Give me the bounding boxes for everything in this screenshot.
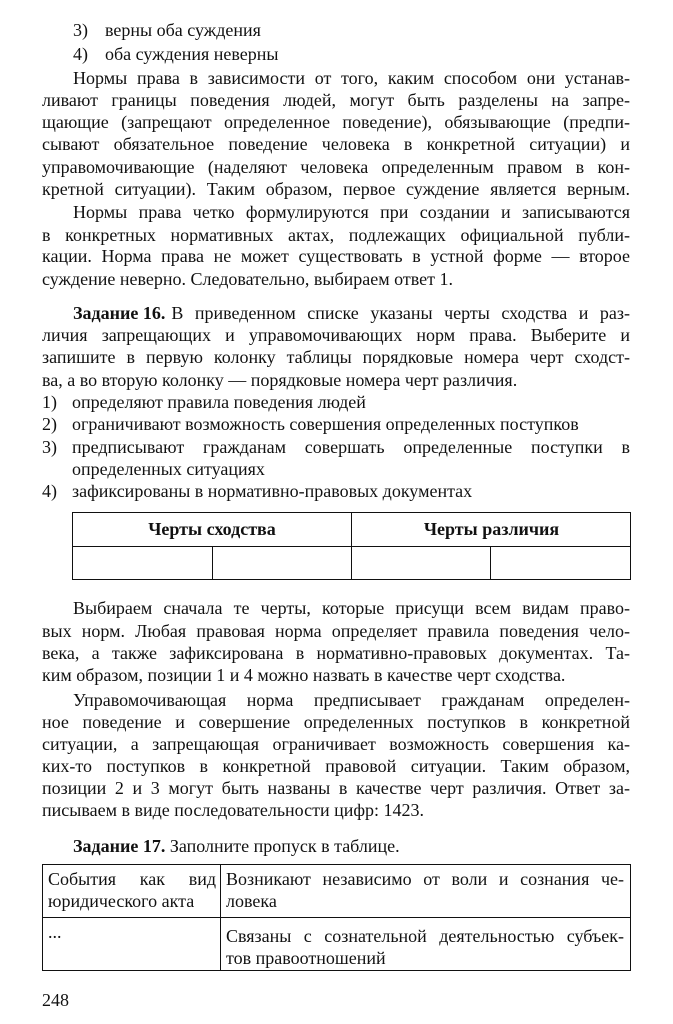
answer-cell[interactable] [213,547,351,579]
list-number: 1) [42,392,57,412]
task-line: личия запрещающих и управомочивающих норм права. Выберите и [42,325,630,345]
list-item: предписывают гражданам совершать определенные поступки в [72,437,630,457]
paragraph-line: века, а также зафиксирована в нормативно-правовых документах. Та- [42,643,630,663]
option-text: верны оба суждения [105,20,261,40]
page-number: 248 [42,990,69,1010]
paragraph-line: ливают границы поведения людей, могут быть разделены на запре- [42,90,630,110]
paragraph-line: Нормы права четко формулируются при создании и записываются [73,202,630,222]
table-header-differences: Черты различия [423,519,560,539]
table-cell-left: юридического акта [48,891,195,911]
paragraph-line: щающие (запрещают определенное поведение), обязывающие (предпи- [42,112,630,132]
paragraph-line: писываем в виде последовательности цифр: 1423. [42,800,425,820]
task-label: Задание 17. [73,836,166,856]
answer-cell[interactable] [491,547,630,579]
task-label: Задание 16. [73,303,166,323]
paragraph-line: ким образом, позиции 1 и 4 можно назвать в качестве черт сходства. [42,665,566,685]
option-text: оба суждения неверны [105,44,279,64]
paragraph-line: ситуации, а запрещающая ограничивает возможность совершения ка- [42,734,630,754]
paragraph-line: в конкретных нормативных актах, подлежащих официальной публи- [42,225,630,245]
list-item: ограничивают возможность совершения определенных поступков [72,414,579,434]
task-line: ва, а во вторую колонку — порядковые номера черт различия. [42,370,518,390]
paragraph-line: сывают обязательное поведение человека в конкретной ситуации) и [42,134,630,154]
table-cell-right: Возникают независимо от воли и сознания че- [226,869,624,889]
list-item: зафиксированы в нормативно-правовых документах [72,481,473,501]
paragraph-line: Управомочивающая норма предписывает гражданам определен- [73,690,630,710]
list-number: 4) [42,481,57,501]
task-17-heading [73,835,400,857]
table-cell-right: ловека [226,891,277,911]
table-cell-left: События как вид [48,869,216,889]
answer-cell[interactable] [73,547,211,579]
gap-cell[interactable]: ... [48,922,62,942]
task-text: В приведенном списке указаны черты сходства и раз- [171,303,630,323]
paragraph-line: управомочивающие (наделяют человека определенным правом в кон- [42,157,630,177]
answer-cell[interactable] [352,547,490,579]
paragraph-line: позиции 2 и 3 могут быть названы в качестве черт различия. Ответ за- [42,778,630,798]
paragraph-line: суждение неверно. Следовательно, выбираем ответ 1. [42,269,453,289]
table-header-similarities: Черты сходства [148,519,276,539]
list-item: определяют правила поведения людей [72,392,366,412]
list-item-continued: определенных ситуациях [72,459,265,479]
list-number: 3) [42,437,57,457]
paragraph-line: Выбираем сначала те черты, которые присущи всем видам право- [73,598,630,618]
option-number: 4) [73,44,88,64]
option-number: 3) [73,20,88,40]
task-text: Заполните пропуск в таблице. [169,836,400,856]
paragraph-line: ких-то поступков в конкретной правовой ситуации. Таким образом, [42,756,630,776]
paragraph-line: вых норм. Любая правовая норма определяет правила поведения чело- [42,621,630,641]
table-cell-right: Связаны с сознательной деятельностью субъек- [226,926,624,946]
table-cell-right: тов правоотношений [226,948,386,968]
list-number: 2) [42,414,57,434]
table-divider [42,917,631,918]
paragraph-line: кации. Норма права не может существовать в устной форме — второе [42,246,630,266]
paragraph-line: Нормы права в зависимости от того, каким способом они устанав- [73,68,630,88]
paragraph-line: кретной ситуации). Таким образом, первое суждение является верным. [42,179,630,199]
paragraph-line: ное поведение и совершение определенных поступков в конкретной [42,712,630,732]
task-line: запишите в первую колонку таблицы порядковые номера черт сходст- [42,347,630,367]
table-divider [220,864,221,971]
task-16-heading [73,302,630,324]
